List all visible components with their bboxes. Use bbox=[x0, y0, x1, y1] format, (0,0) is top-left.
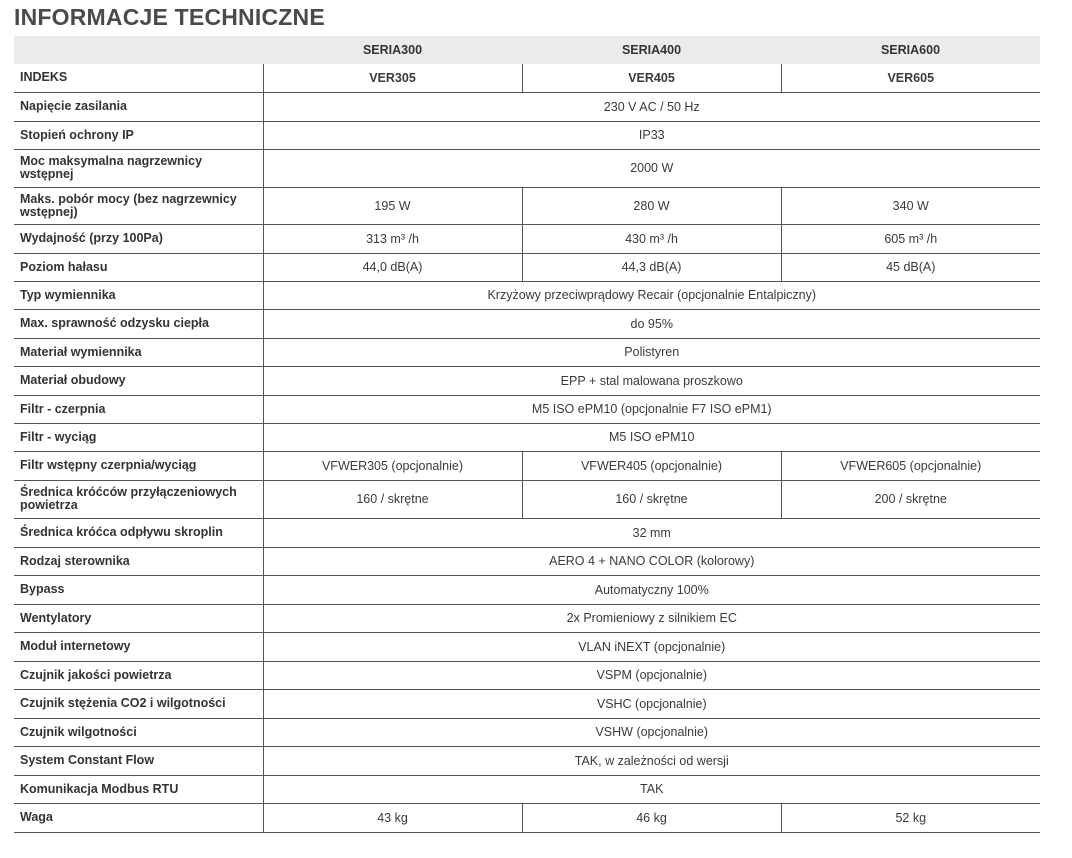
spec-row bbox=[14, 92, 1040, 121]
spec-label: Filtr - wyciąg bbox=[14, 423, 263, 451]
spec-row bbox=[14, 480, 1040, 518]
index-value: VER605 bbox=[781, 64, 1040, 92]
spec-label: Wydajność (przy 100Pa) bbox=[14, 224, 263, 253]
spec-value: IP33 bbox=[263, 121, 1040, 149]
spec-label: Poziom hałasu bbox=[14, 253, 263, 281]
spec-row bbox=[14, 121, 1040, 149]
spec-value: VFWER305 (opcjonalnie) bbox=[263, 451, 522, 480]
index-value: VER305 bbox=[263, 64, 522, 92]
spec-value: Polistyren bbox=[263, 338, 1040, 366]
series-header-cell: SERIA300 bbox=[263, 36, 522, 64]
spec-label: Komunikacja Modbus RTU bbox=[14, 775, 263, 803]
spec-label: Napięcie zasilania bbox=[14, 92, 263, 121]
spec-label: Materiał obudowy bbox=[14, 366, 263, 395]
spec-label: Wentylatory bbox=[14, 604, 263, 632]
spec-value: 52 kg bbox=[781, 803, 1040, 832]
spec-value: 32 mm bbox=[263, 518, 1040, 547]
spec-value: 340 W bbox=[781, 187, 1040, 224]
spec-row bbox=[14, 366, 1040, 395]
series-header-cell: SERIA600 bbox=[781, 36, 1040, 64]
spec-value: 280 W bbox=[522, 187, 781, 224]
spec-value: VLAN iNEXT (opcjonalnie) bbox=[263, 632, 1040, 661]
spec-row bbox=[14, 718, 1040, 746]
spec-row bbox=[14, 451, 1040, 480]
spec-row bbox=[14, 253, 1040, 281]
spec-value: 195 W bbox=[263, 187, 522, 224]
spec-row bbox=[14, 575, 1040, 604]
spec-row bbox=[14, 309, 1040, 338]
spec-row bbox=[14, 775, 1040, 803]
index-value: VER405 bbox=[522, 64, 781, 92]
spec-label: Rodzaj sterownika bbox=[14, 547, 263, 575]
spec-value: 45 dB(A) bbox=[781, 253, 1040, 281]
spec-label: Typ wymiennika bbox=[14, 281, 263, 309]
spec-value: 200 / skrętne bbox=[781, 480, 1040, 518]
spec-table bbox=[14, 36, 1040, 833]
series-header-cell: SERIA400 bbox=[522, 36, 781, 64]
spec-label: Czujnik jakości powietrza bbox=[14, 661, 263, 689]
spec-value: VSHC (opcjonalnie) bbox=[263, 689, 1040, 718]
spec-row bbox=[14, 224, 1040, 253]
spec-value: 430 m³ /h bbox=[522, 224, 781, 253]
spec-value: Automatyczny 100% bbox=[263, 575, 1040, 604]
page-title: INFORMACJE TECHNICZNE bbox=[14, 4, 325, 30]
spec-row bbox=[14, 338, 1040, 366]
spec-value: EPP + stal malowana proszkowo bbox=[263, 366, 1040, 395]
spec-value: TAK, w zależności od wersji bbox=[263, 746, 1040, 775]
spec-value: 2000 W bbox=[263, 149, 1040, 187]
spec-label: Bypass bbox=[14, 575, 263, 604]
spec-row bbox=[14, 547, 1040, 575]
spec-label: Czujnik stężenia CO2 i wilgotności bbox=[14, 689, 263, 718]
spec-row bbox=[14, 604, 1040, 632]
spec-label: Czujnik wilgotności bbox=[14, 718, 263, 746]
spec-label: Moduł internetowy bbox=[14, 632, 263, 661]
spec-row bbox=[14, 518, 1040, 547]
spec-value: Krzyżowy przeciwprądowy Recair (opcjonalnie Entalpiczny) bbox=[263, 281, 1040, 309]
spec-row bbox=[14, 661, 1040, 689]
spec-value: 313 m³ /h bbox=[263, 224, 522, 253]
spec-value: VSHW (opcjonalnie) bbox=[263, 718, 1040, 746]
spec-value: VFWER405 (opcjonalnie) bbox=[522, 451, 781, 480]
spec-value: 44,0 dB(A) bbox=[263, 253, 522, 281]
spec-value: 2x Promieniowy z silnikiem EC bbox=[263, 604, 1040, 632]
spec-label: Średnica króćców przyłączeniowych powietrza bbox=[14, 480, 263, 518]
spec-row bbox=[14, 281, 1040, 309]
spec-label: Stopień ochrony IP bbox=[14, 121, 263, 149]
spec-label: Średnica króćca odpływu skroplin bbox=[14, 518, 263, 547]
spec-label: Waga bbox=[14, 803, 263, 832]
spec-value: 230 V AC / 50 Hz bbox=[263, 92, 1040, 121]
spec-row bbox=[14, 149, 1040, 187]
spec-row bbox=[14, 632, 1040, 661]
spec-label: Materiał wymiennika bbox=[14, 338, 263, 366]
spec-row bbox=[14, 187, 1040, 224]
spec-value: AERO 4 + NANO COLOR (kolorowy) bbox=[263, 547, 1040, 575]
spec-value: 160 / skrętne bbox=[522, 480, 781, 518]
spec-row bbox=[14, 803, 1040, 832]
spec-value: 44,3 dB(A) bbox=[522, 253, 781, 281]
spec-value: VFWER605 (opcjonalnie) bbox=[781, 451, 1040, 480]
spec-value: 160 / skrętne bbox=[263, 480, 522, 518]
spec-label: Max. sprawność odzysku ciepła bbox=[14, 309, 263, 338]
spec-value: do 95% bbox=[263, 309, 1040, 338]
spec-label: Maks. pobór mocy (bez nagrzewnicy wstępnej) bbox=[14, 187, 263, 224]
spec-value: 605 m³ /h bbox=[781, 224, 1040, 253]
spec-value: 46 kg bbox=[522, 803, 781, 832]
series-header-empty bbox=[14, 36, 263, 64]
spec-value: TAK bbox=[263, 775, 1040, 803]
spec-label: Filtr wstępny czerpnia/wyciąg bbox=[14, 451, 263, 480]
spec-row bbox=[14, 423, 1040, 451]
spec-value: 43 kg bbox=[263, 803, 522, 832]
spec-row bbox=[14, 746, 1040, 775]
index-label: INDEKS bbox=[14, 64, 263, 92]
spec-label: Filtr - czerpnia bbox=[14, 395, 263, 423]
series-header-row bbox=[14, 36, 1040, 64]
spec-row bbox=[14, 689, 1040, 718]
spec-value: VSPM (opcjonalnie) bbox=[263, 661, 1040, 689]
spec-value: M5 ISO ePM10 bbox=[263, 423, 1040, 451]
spec-label: Moc maksymalna nagrzewnicy wstępnej bbox=[14, 149, 263, 187]
spec-label: System Constant Flow bbox=[14, 746, 263, 775]
spec-value: M5 ISO ePM10 (opcjonalnie F7 ISO ePM1) bbox=[263, 395, 1040, 423]
spec-row bbox=[14, 395, 1040, 423]
index-row bbox=[14, 64, 1040, 92]
